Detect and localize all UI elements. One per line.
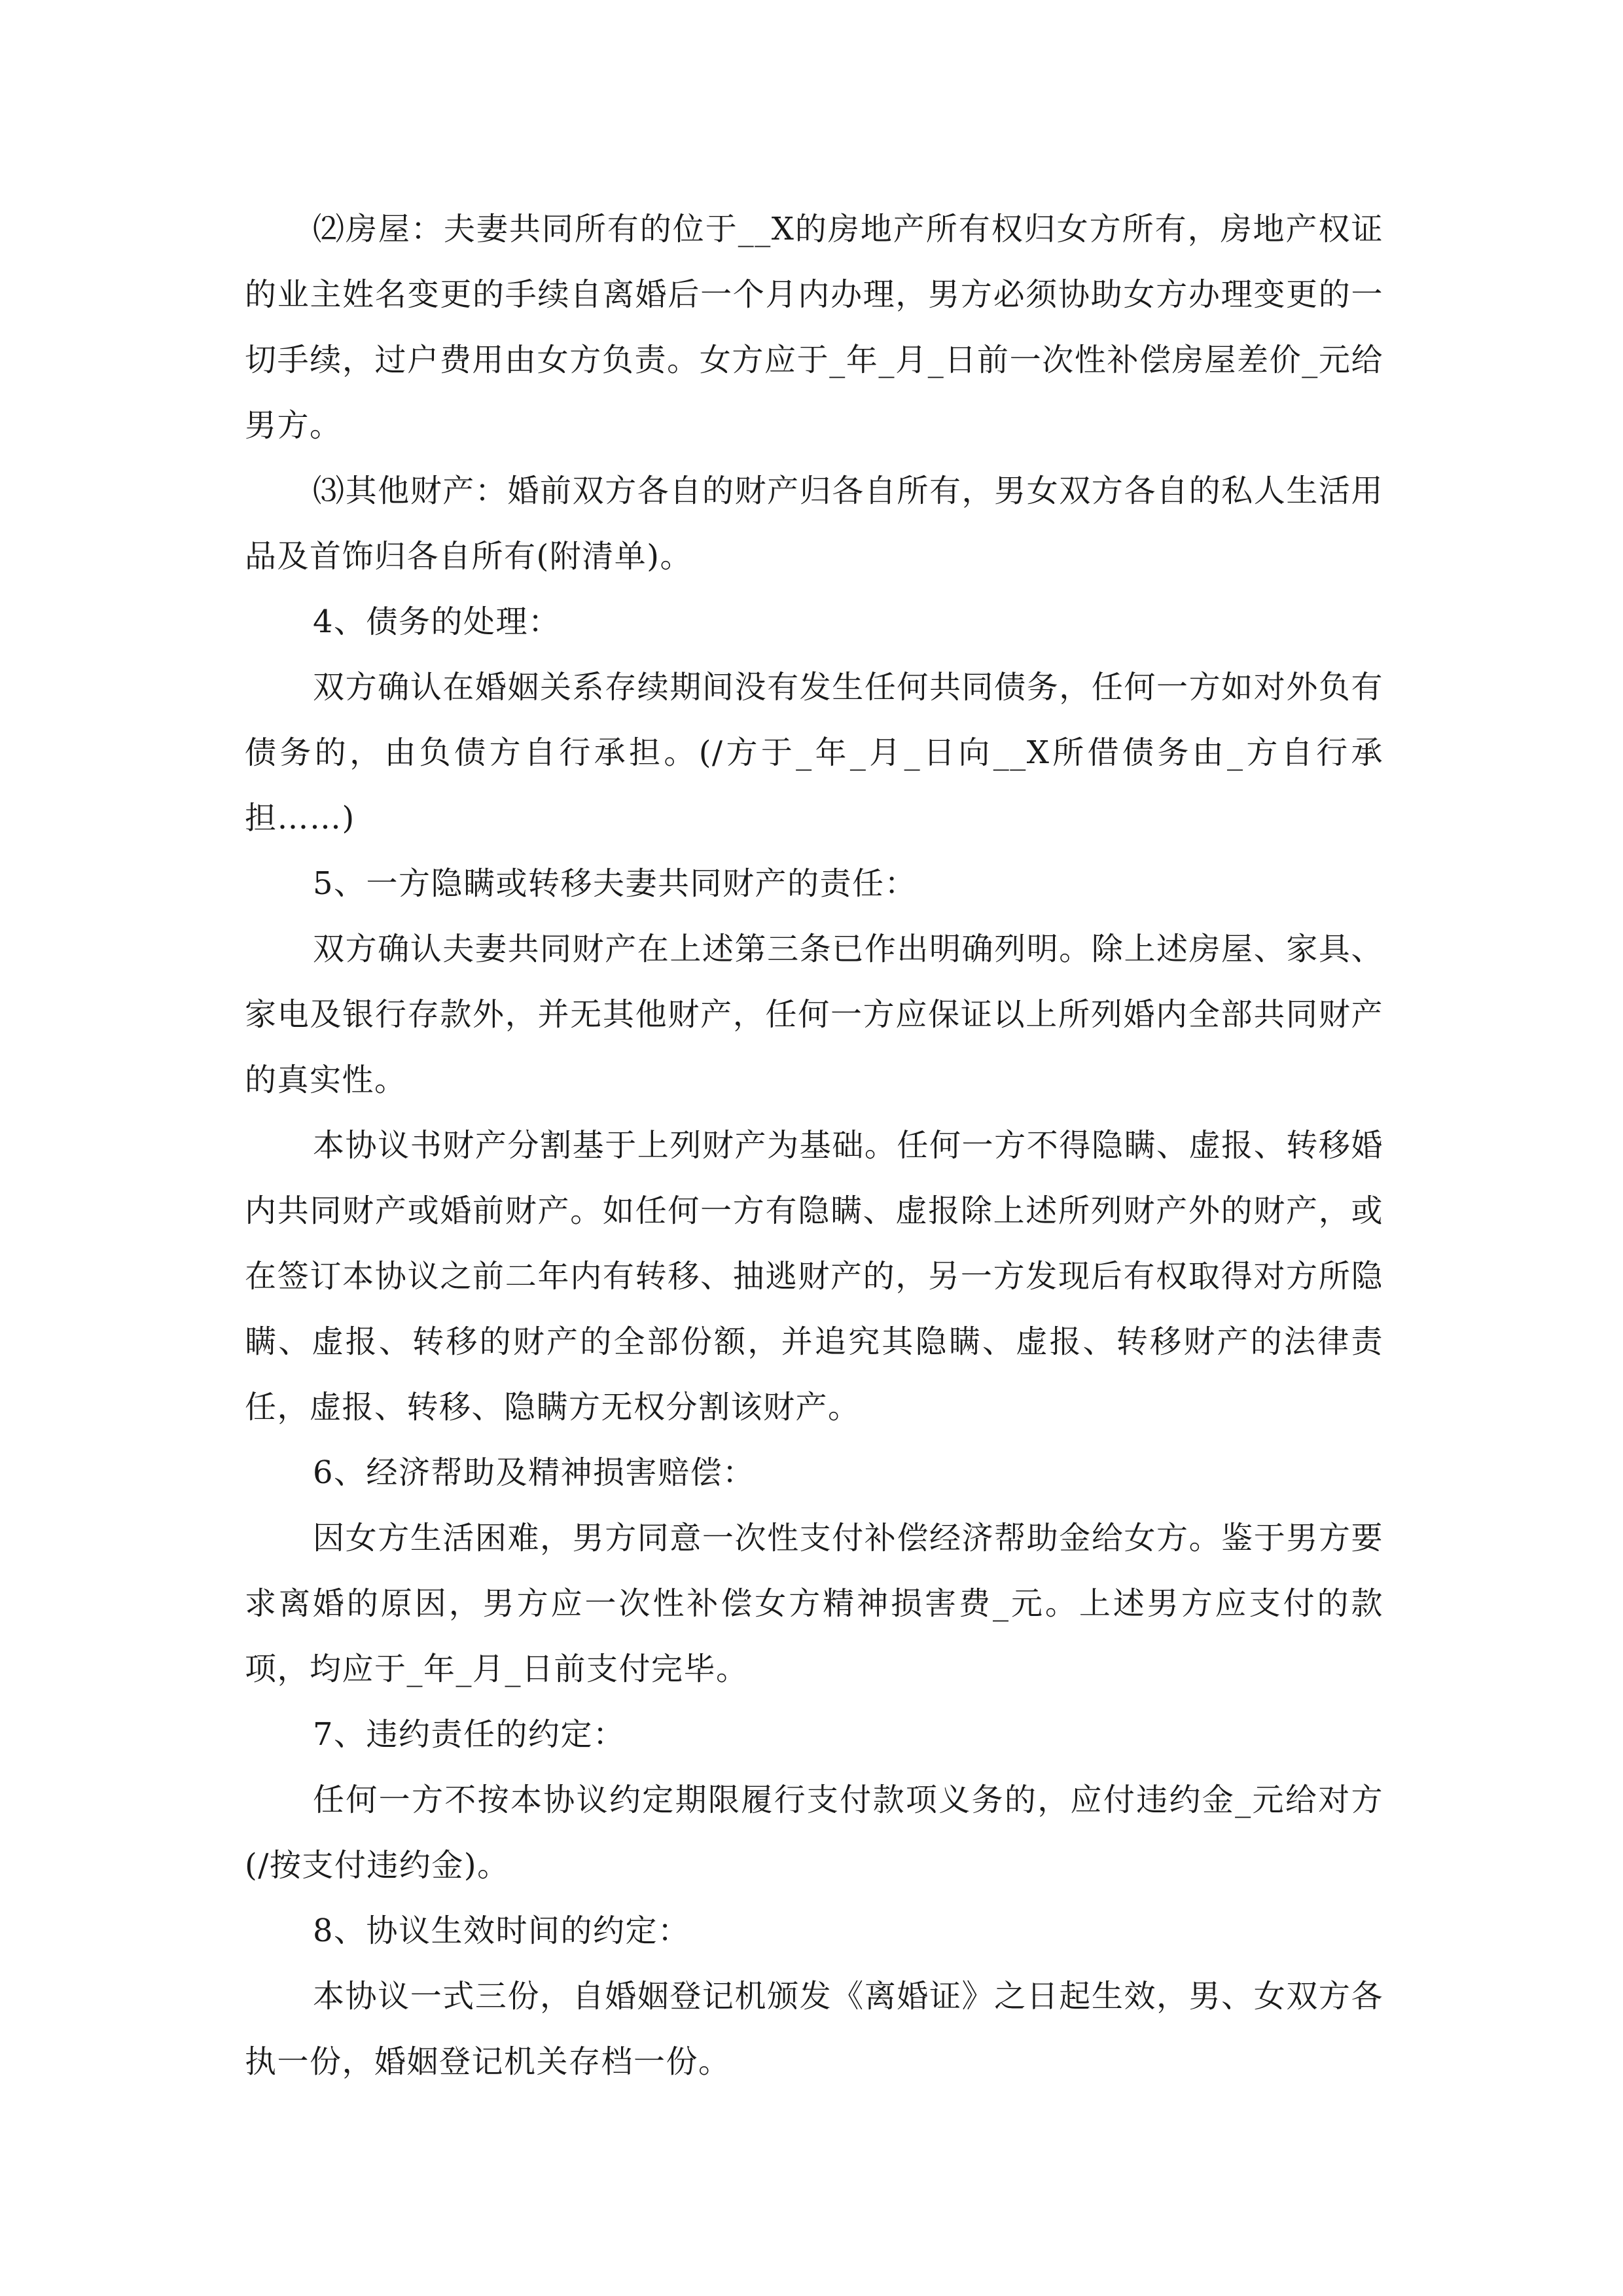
- heading-debt-handling: 4、债务的处理：: [313, 603, 561, 640]
- heading-concealment-liability: 5、一方隐瞒或转移夫妻共同财产的责任：: [313, 865, 918, 902]
- paragraph-property-confirmation: 双方确认夫妻共同财产在上述第三条已作出明确列明。除上述房屋、家具、家电及银行存款外，并无其他财产，任何一方应保证以上所列婚内全部共同财产的真实性。: [245, 931, 1383, 1098]
- heading-economic-aid: 6、经济帮助及精神损害赔偿：: [313, 1454, 755, 1491]
- paragraph-house: ⑵房屋：夫妻共同所有的位于__X的房地产所有权归女方所有，房地产权证的业主姓名变更的手续自离婚后一个月内办理，男方必须协助女方办理变更的一切手续，过户费用由女方负责。女方应于_年_月_日前一次性补偿房屋差价_元给男方。: [245, 211, 1383, 444]
- paragraph-effective-date: 本协议一式三份，自婚姻登记机颁发《离婚证》之日起生效，男、女双方各执一份，婚姻登记机关存档一份。: [245, 1978, 1383, 2080]
- heading-breach-liability: 7、违约责任的约定：: [313, 1716, 626, 1753]
- document-body: [245, 196, 1383, 2094]
- paragraph-economic-aid: 因女方生活困难，男方同意一次性支付补偿经济帮助金给女方。鉴于男方要求离婚的原因，男方应一次性补偿女方精神损害费_元。上述男方应支付的款项，均应于_年_月_日前支付完毕。: [245, 1520, 1383, 1687]
- paragraph-property-division: 本协议书财产分割基于上列财产为基础。任何一方不得隐瞒、虚报、转移婚内共同财产或婚前财产。如任何一方有隐瞒、虚报除上述所列财产外的财产，或在签订本协议之前二年内有转移、抽逃财产的，另一方发现后有权取得对方所隐瞒、虚报、转移的财产的全部份额，并追究其隐瞒、虚报、转移财产的法律责任，虚报、转移、隐瞒方无权分割该财产。: [245, 1127, 1383, 1426]
- heading-effective-date: 8、协议生效时间的约定：: [313, 1912, 690, 1949]
- paragraph-debt: 双方确认在婚姻关系存续期间没有发生任何共同债务，任何一方如对外负有债务的，由负债方自行承担。(/方于_年_月_日向__X所借债务由_方自行承担……): [245, 669, 1383, 836]
- paragraph-breach: 任何一方不按本协议约定期限履行支付款项义务的，应付违约金_元给对方(/按支付违约金)。: [245, 1782, 1383, 1884]
- paragraph-other-property: ⑶其他财产：婚前双方各自的财产归各自所有，男女双方各自的私人生活用品及首饰归各自所有(附清单)。: [245, 473, 1383, 575]
